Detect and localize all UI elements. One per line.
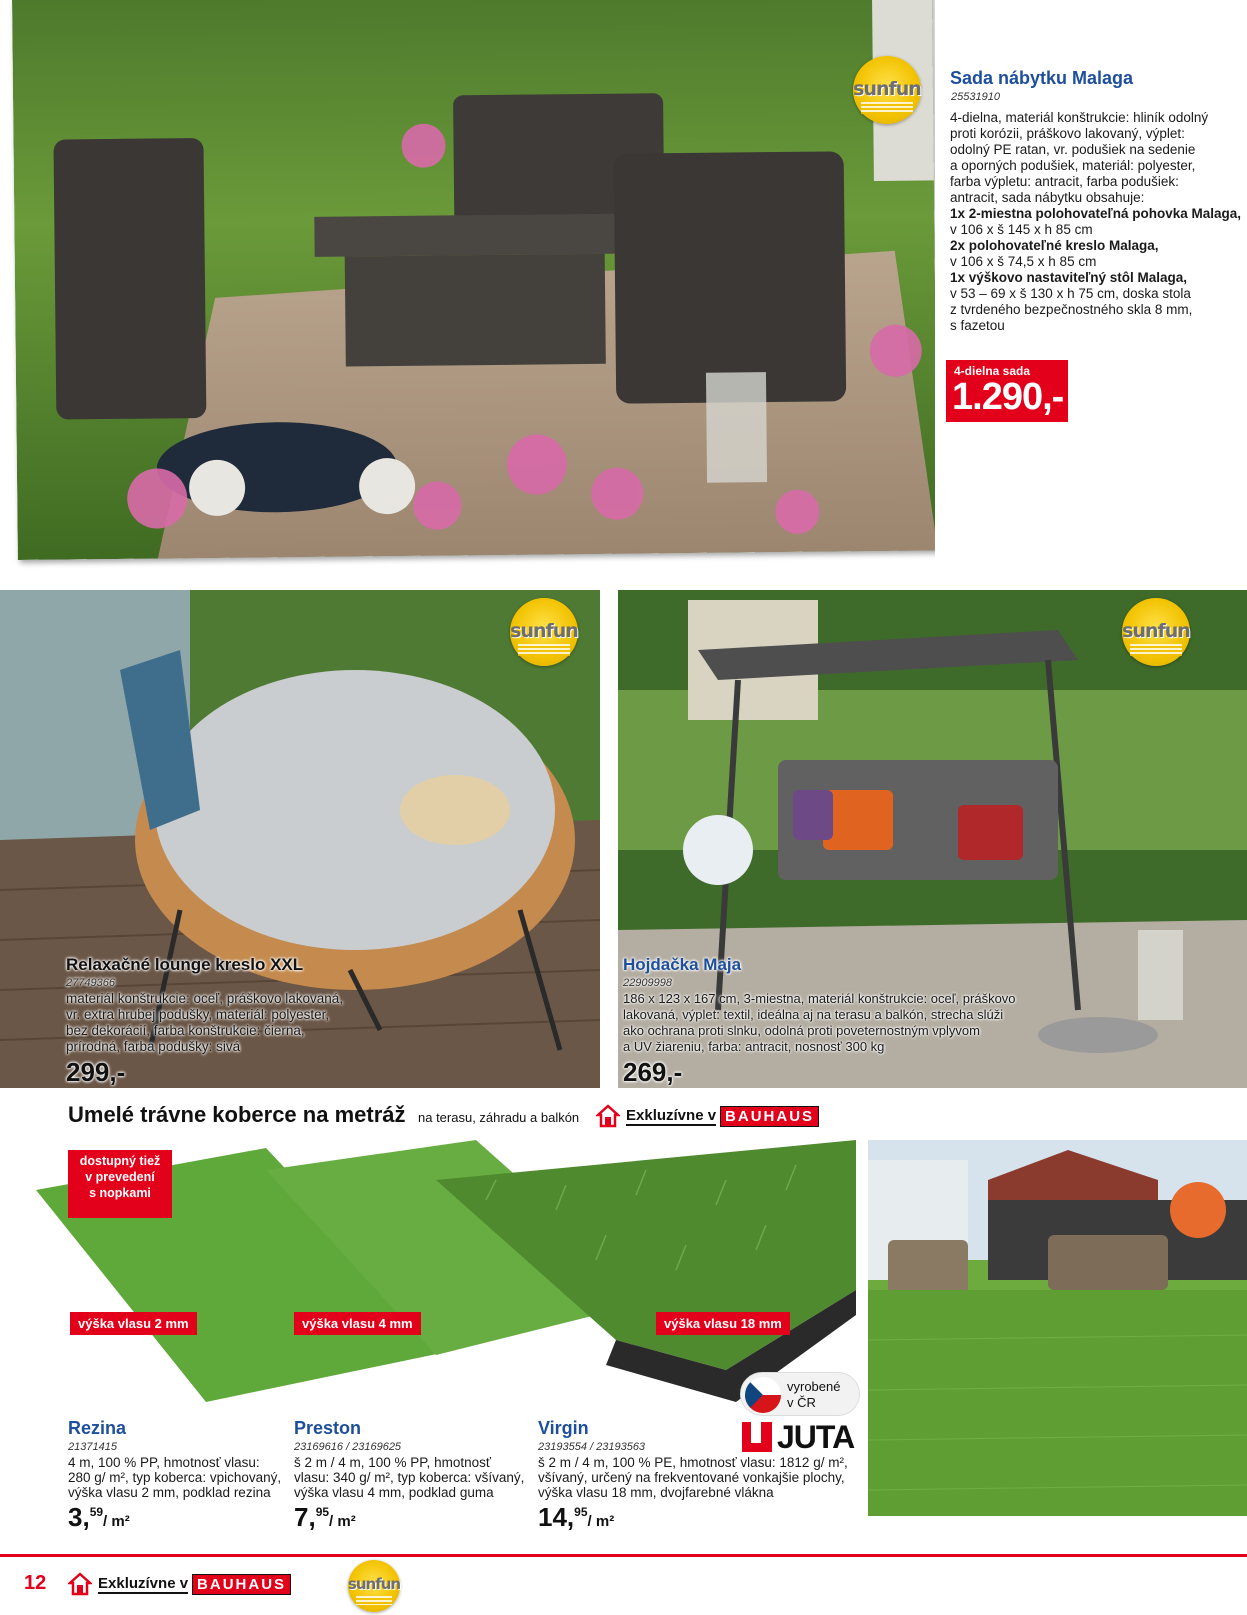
footer-sunfun-logo: sunfun	[348, 1560, 400, 1612]
pile-tag-4mm: výška vlasu 4 mm	[294, 1312, 421, 1335]
footer-exclusive-badge: Exkluzívne v BAUHAUS	[68, 1572, 291, 1596]
footer-red-line	[0, 1554, 1247, 1557]
swing-info	[623, 955, 1043, 1088]
virgin-description: š 2 m / 4 m, 100 % PE, hmotnosť vlasu: 1812 g/ m², všívaný, určený na frekventované vonkajšie plochy, výška vlasu 18 mm, dvojfarebné vlákna	[538, 1455, 848, 1500]
lawn-terrace-photo	[868, 1140, 1247, 1516]
bauhaus-logo: BAUHAUS	[720, 1106, 819, 1127]
malaga-price-box	[946, 360, 1068, 422]
malaga-title: Sada nábytku Malaga	[950, 68, 1134, 88]
malaga-price-label: 4-dielna sada	[954, 364, 1031, 378]
grass-product-virgin	[538, 1418, 868, 1533]
lounge-price: 299,-	[66, 1057, 126, 1087]
malaga-info-card	[935, 0, 1247, 600]
swing-code: 22909998	[623, 977, 672, 989]
grass-product-preston	[294, 1418, 534, 1533]
pile-tag-2mm: výška vlasu 2 mm	[70, 1312, 197, 1335]
malaga-price: 1.290,-	[952, 376, 1064, 418]
nopky-note: dostupný tiež v prevedení s nopkami	[68, 1150, 172, 1218]
pile-tag-18mm: výška vlasu 18 mm	[656, 1312, 790, 1335]
rezina-price: 3,59/ m²	[68, 1502, 130, 1532]
preston-description: š 2 m / 4 m, 100 % PP, hmotnosť vlasu: 340 g/ m², typ koberca: všívaný, výška vlasu 4 mm, podklad guma	[294, 1455, 525, 1500]
virgin-title: Virgin	[538, 1418, 589, 1438]
sunfun-logo: sunfun	[1122, 598, 1190, 666]
lounge-code: 27749366	[66, 977, 115, 989]
malaga-set-photo	[12, 0, 938, 560]
sunfun-logo: sunfun	[510, 598, 578, 666]
exclusive-bauhaus-badge: Exkluzívne v BAUHAUS	[596, 1104, 819, 1128]
bauhaus-house-icon	[68, 1572, 92, 1596]
swing-price: 269,-	[623, 1057, 683, 1087]
grass-headline: Umelé trávne koberce na metráž	[68, 1102, 406, 1127]
czech-flag-icon	[745, 1377, 781, 1413]
bauhaus-logo: BAUHAUS	[192, 1574, 291, 1595]
virgin-price: 14,95/ m²	[538, 1502, 615, 1532]
swing-description: 186 x 123 x 167 cm, 3-miestna, materiál konštrukcie: oceľ, práškovo lakovaná, výplet: textil, ideálna aj na terasu a balkón, strecha slúži ako ochrana proti slnku, odolná proti poveternostným vplyvom a UV žiareniu, farba: antracit, nosnosť 300 kg	[623, 991, 1016, 1054]
grass-product-rezina	[68, 1418, 308, 1533]
rezina-code: 21371415	[68, 1441, 117, 1453]
rezina-description: 4 m, 100 % PP, hmotnosť vlasu: 280 g/ m², typ koberca: vpichovaný, výška vlasu 2 mm, podklad rezina	[68, 1455, 282, 1500]
rezina-title: Rezina	[68, 1418, 127, 1438]
lounge-info	[66, 955, 376, 1088]
malaga-code: 25531910	[951, 91, 1000, 103]
preston-code: 23169616 / 23169625	[294, 1441, 402, 1453]
malaga-description: 4-dielna, materiál konštrukcie: hliník odolný proti korózii, práškovo lakovaný, výplet: odolný PE ratan, vr. podušiek na sedenie a oporných podušiek, materiál: polyester, farba výpletu: antracit, farba podušiek: antracit, sada nábytku obsahuje: 1x 2-miestna polohovateľná pohovka Malaga, v 106 x š 145 x h 85 cm 2x polohovateľné kreslo Malaga, v 106 x š 74,5 x h 85 cm 1x výškovo nastaviteľný stôl Malaga, v 53 – 69 x š 130 x h 75 cm, doska stola z tvrdeného bezpečnostného skla 8 mm, s fazetou	[950, 110, 1242, 333]
preston-title: Preston	[294, 1418, 362, 1438]
page-number: 12	[24, 1572, 47, 1594]
swing-title: Hojdačka Maja	[623, 955, 742, 974]
juta-logo: JUTA	[742, 1420, 854, 1454]
grass-headline-sub: na terasu, záhradu a balkón	[418, 1110, 580, 1125]
lounge-title: Relaxačné lounge kreslo XXL	[66, 955, 304, 974]
made-in-cz-badge: vyrobené v ČR	[740, 1372, 860, 1416]
virgin-code: 23193554 / 23193563	[538, 1441, 646, 1453]
lounge-description: materiál konštrukcie: oceľ, práškovo lakovaná, vr. extra hrubej podušky, materiál: polyester, bez dekorácií, farba konštrukcie: čierna, prírodná, farba podušky: sivá	[66, 991, 344, 1054]
bauhaus-house-icon	[596, 1104, 620, 1128]
sunfun-logo: sunfun	[853, 56, 921, 124]
preston-price: 7,95/ m²	[294, 1502, 356, 1532]
